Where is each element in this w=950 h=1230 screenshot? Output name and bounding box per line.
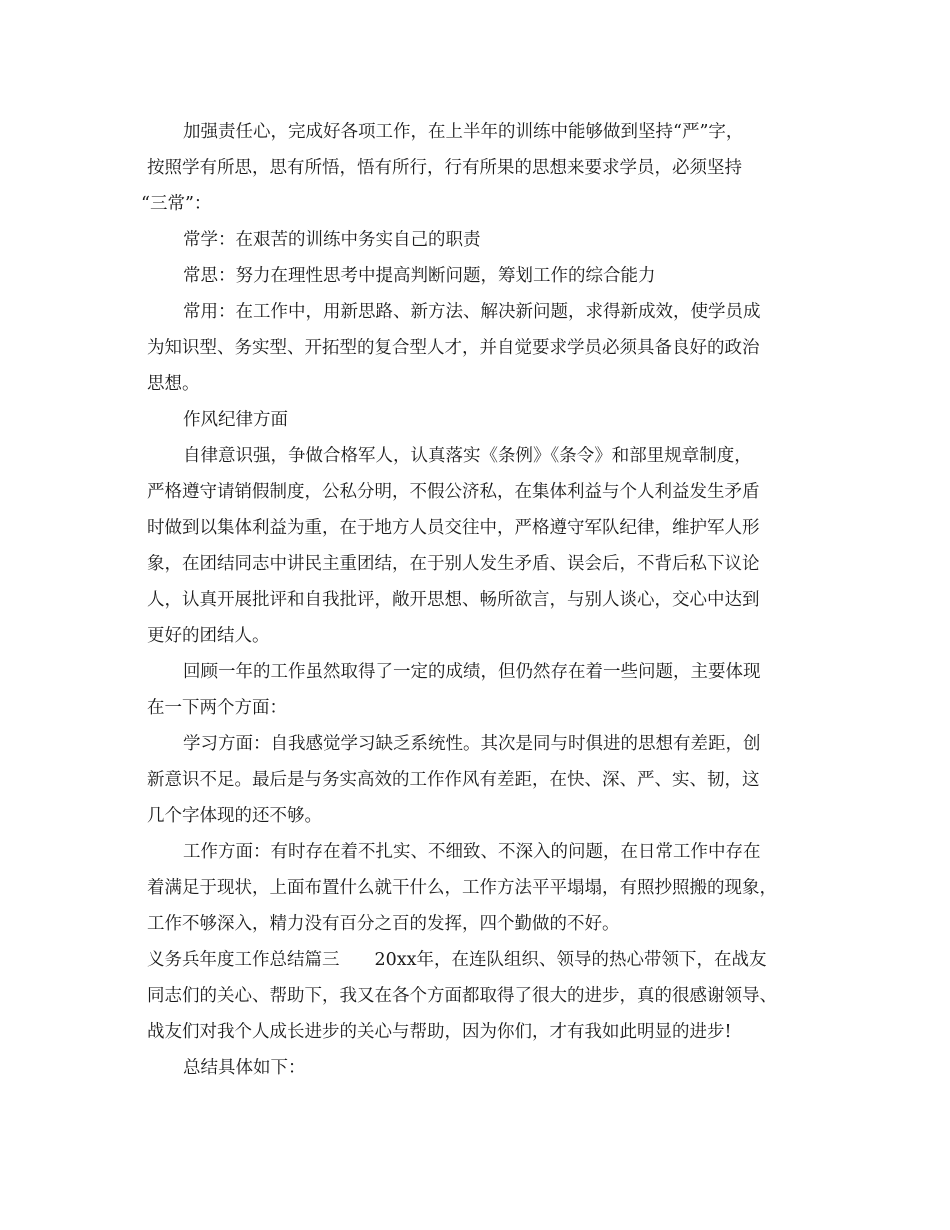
paragraph-line: 义务兵年度工作总结篇三 20xx年，在连队组织、领导的热心带领下，在战友 bbox=[147, 950, 767, 970]
paragraph-line: 学习方面：自我感觉学习缺乏系统性。其次是同与时俱进的思想有差距，创 bbox=[183, 734, 761, 754]
paragraph-line: 人，认真开展批评和自我批评，敞开思想、畅所欲言，与别人谈心，交心中达到 bbox=[147, 590, 760, 610]
paragraph-line: 为知识型、务实型、开拓型的复合型人才，并自觉要求学员必须具备良好的政治 bbox=[147, 338, 760, 358]
paragraph-line: 思想。 bbox=[147, 374, 200, 394]
paragraph-line: 总结具体如下： bbox=[183, 1058, 306, 1078]
paragraph-line: 时做到以集体利益为重，在于地方人员交往中，严格遵守军队纪律，维护军人形 bbox=[147, 518, 760, 538]
paragraph-line: 同志们的关心、帮助下，我又在各个方面都取得了很大的进步，真的很感谢领导、 bbox=[147, 986, 777, 1006]
paragraph-line: 按照学有所思，思有所悟，悟有所行，行有所果的思想来要求学员，必须坚持 bbox=[147, 158, 742, 178]
paragraph-line: “三常”： bbox=[141, 194, 212, 214]
paragraph-line: 自律意识强，争做合格军人，认真落实《条例》《条令》和部里规章制度， bbox=[183, 446, 752, 466]
paragraph-line: 在一下两个方面： bbox=[147, 698, 287, 718]
paragraph-line: 工作方面：有时存在着不扎实、不细致、不深入的问题，在日常工作中存在 bbox=[183, 842, 761, 862]
paragraph-line: 常思：努力在理性思考中提高判断问题，筹划工作的综合能力 bbox=[183, 266, 656, 286]
paragraph-line: 更好的团结人。 bbox=[147, 626, 270, 646]
paragraph-line: 常用：在工作中，用新思路、新方法、解决新问题，求得新成效，使学员成 bbox=[183, 302, 761, 322]
paragraph-line: 常学：在艰苦的训练中务实自己的职责 bbox=[183, 230, 481, 250]
paragraph-line: 新意识不足。最后是与务实高效的工作作风有差距，在快、深、严、实、韧，这 bbox=[147, 770, 760, 790]
section-heading: 作风纪律方面 bbox=[183, 410, 288, 430]
paragraph-line: 严格遵守请销假制度，公私分明，不假公济私，在集体利益与个人利益发生矛盾 bbox=[147, 482, 760, 502]
paragraph-line: 几个字体现的还不够。 bbox=[147, 806, 322, 826]
paragraph-line: 着满足于现状，上面布置什么就干什么，工作方法平平塌塌，有照抄照搬的现象， bbox=[147, 878, 777, 898]
paragraph-line: 象，在团结同志中讲民主重团结，在于别人发生矛盾、误会后，不背后私下议论 bbox=[147, 554, 760, 574]
paragraph-line: 回顾一年的工作虽然取得了一定的成绩，但仍然存在着一些问题，主要体现 bbox=[183, 662, 761, 682]
paragraph-line: 战友们对我个人成长进步的关心与帮助，因为你们，才有我如此明显的进步! bbox=[147, 1022, 732, 1042]
paragraph-line: 加强责任心，完成好各项工作，在上半年的训练中能够做到坚持“严”字， bbox=[183, 122, 744, 142]
paragraph-line: 工作不够深入，精力没有百分之百的发挥，四个勤做的不好。 bbox=[147, 914, 620, 934]
